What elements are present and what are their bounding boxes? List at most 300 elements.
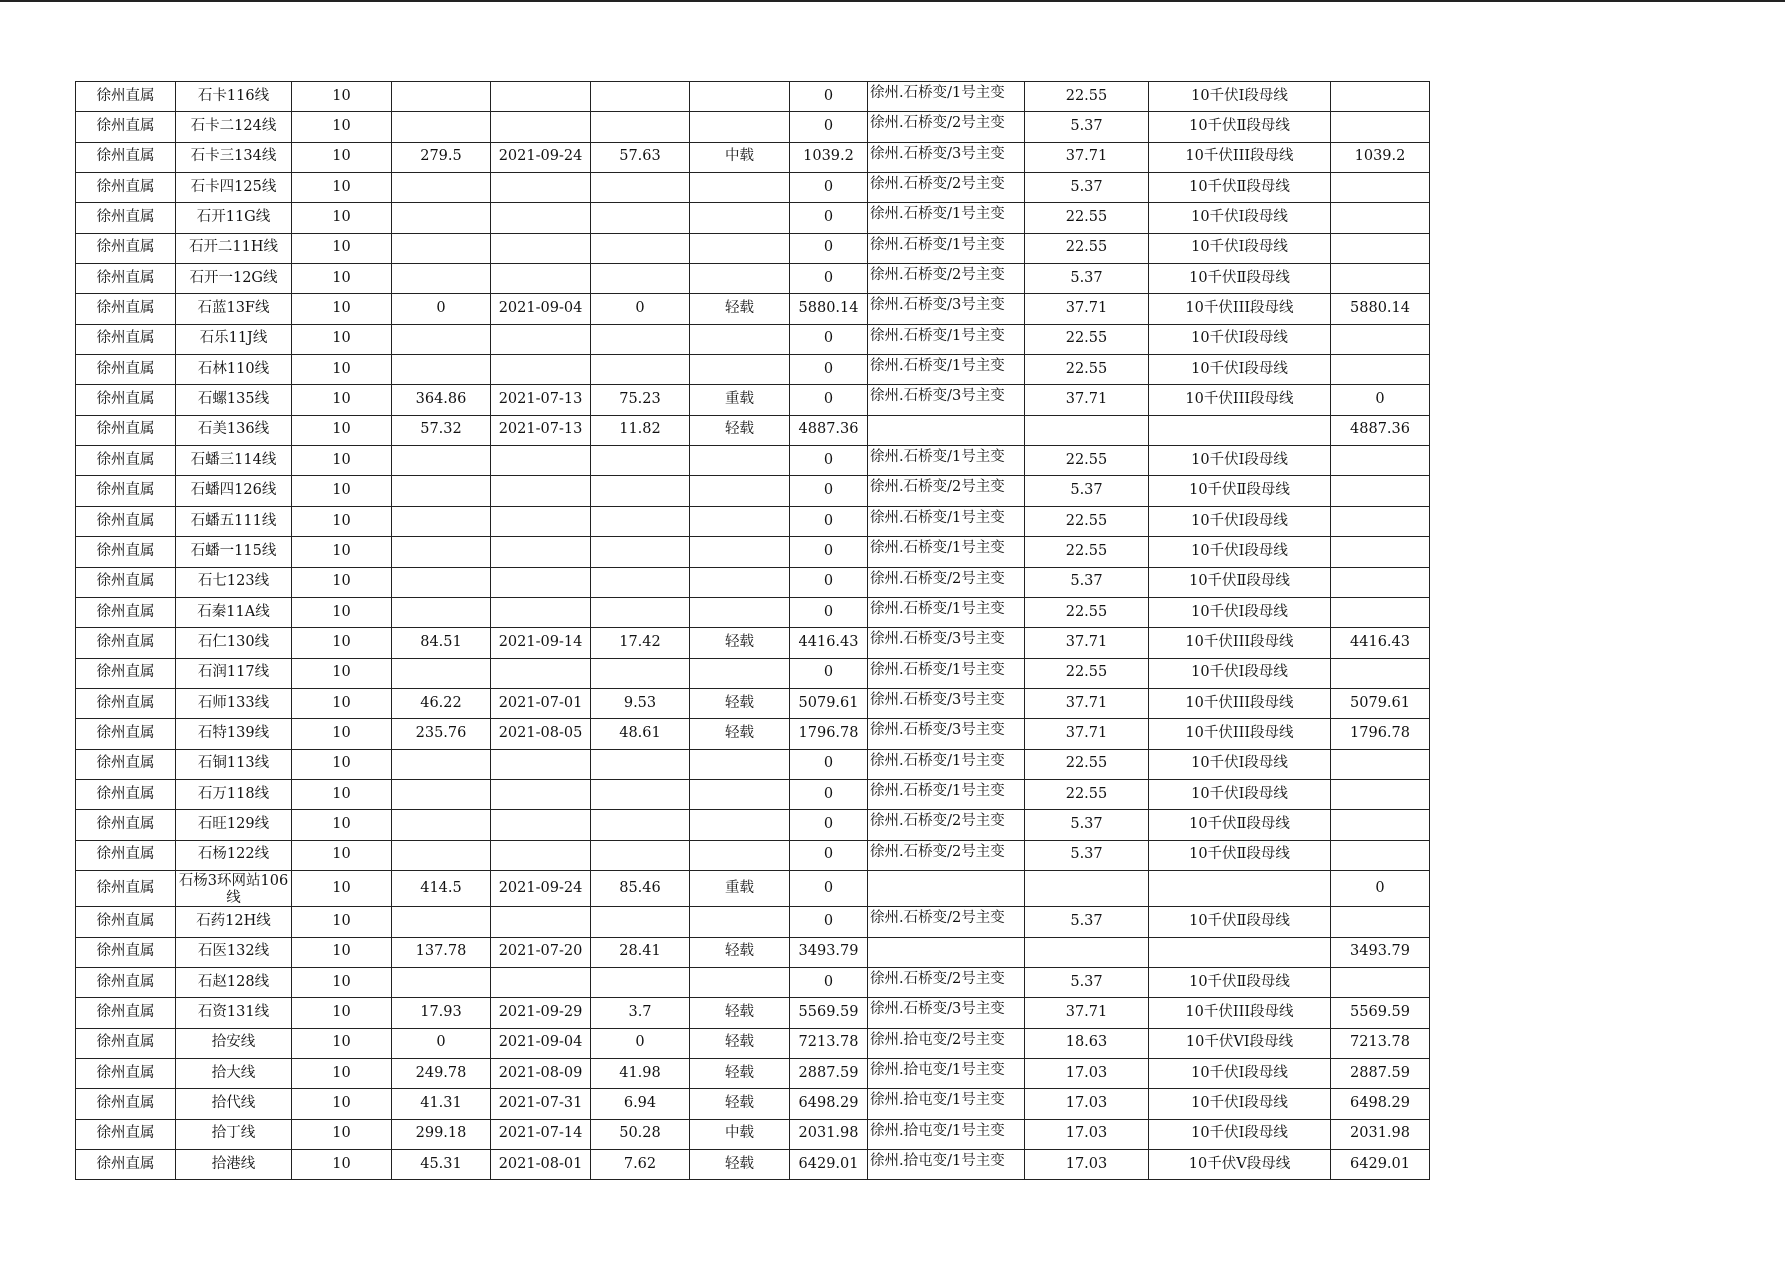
date-cell: 2021-09-04 (491, 1028, 591, 1058)
region-cell: 徐州直属 (76, 142, 176, 172)
value-cell: 0 (790, 840, 868, 870)
line-name-cell: 石师133线 (176, 688, 292, 718)
value-cell (392, 597, 491, 627)
rate-cell: 5.37 (1025, 173, 1149, 203)
table-row (76, 998, 1430, 1028)
table-row (76, 907, 1430, 937)
value-cell (1331, 967, 1430, 997)
table-row (76, 1089, 1430, 1119)
region-cell: 徐州直属 (76, 173, 176, 203)
load-status-cell (690, 506, 790, 536)
rate-cell: 75.23 (591, 385, 690, 415)
bus-cell: 10千伏Ⅰ段母线 (1149, 233, 1331, 263)
load-status-cell: 轻载 (690, 1089, 790, 1119)
substation-cell: 徐州.石桥变/2号主变 (868, 264, 1025, 294)
value-cell: 1796.78 (1331, 719, 1430, 749)
region-cell: 徐州直属 (76, 415, 176, 445)
feeder-load-table (75, 81, 1430, 1180)
substation-cell: 徐州.石桥变/3号主变 (868, 628, 1025, 658)
line-name-cell: 石医132线 (176, 937, 292, 967)
region-cell: 徐州直属 (76, 537, 176, 567)
rate-cell: 22.55 (1025, 324, 1149, 354)
voltage-cell: 10 (292, 446, 392, 476)
value-cell (1331, 779, 1430, 809)
voltage-cell: 10 (292, 233, 392, 263)
substation-cell: 徐州.石桥变/1号主变 (868, 779, 1025, 809)
rate-cell (591, 967, 690, 997)
rate-cell (591, 840, 690, 870)
value-cell: 4416.43 (1331, 628, 1430, 658)
line-name-cell: 石开二11H线 (176, 233, 292, 263)
value-cell: 2887.59 (790, 1059, 868, 1089)
value-cell (1331, 506, 1430, 536)
rate-cell (591, 537, 690, 567)
region-cell: 徐州直属 (76, 967, 176, 997)
substation-cell: 徐州.石桥变/2号主变 (868, 967, 1025, 997)
line-name-cell: 石蟠五111线 (176, 506, 292, 536)
bus-cell: 10千伏Ⅰ段母线 (1149, 749, 1331, 779)
value-cell (1331, 264, 1430, 294)
substation-cell: 徐州.石桥变/2号主变 (868, 907, 1025, 937)
value-cell: 6498.29 (790, 1089, 868, 1119)
voltage-cell: 10 (292, 203, 392, 233)
table-row (76, 355, 1430, 385)
bus-cell: 10千伏Ⅱ段母线 (1149, 476, 1331, 506)
value-cell (1331, 907, 1430, 937)
bus-cell: 10千伏Ⅰ段母线 (1149, 537, 1331, 567)
rate-cell: 41.98 (591, 1059, 690, 1089)
value-cell: 0 (790, 203, 868, 233)
value-cell: 249.78 (392, 1059, 491, 1089)
bus-cell: 10千伏Ⅰ段母线 (1149, 1119, 1331, 1149)
load-status-cell: 重载 (690, 870, 790, 906)
date-cell (491, 537, 591, 567)
table-row (76, 567, 1430, 597)
line-name-cell: 石卡116线 (176, 82, 292, 112)
line-name-cell: 石铜113线 (176, 749, 292, 779)
region-cell: 徐州直属 (76, 810, 176, 840)
date-cell (491, 840, 591, 870)
table-row (76, 415, 1430, 445)
substation-cell: 徐州.石桥变/1号主变 (868, 658, 1025, 688)
region-cell: 徐州直属 (76, 907, 176, 937)
rate-cell: 5.37 (1025, 476, 1149, 506)
rate-cell: 22.55 (1025, 779, 1149, 809)
line-name-cell: 拾安线 (176, 1028, 292, 1058)
table-row (76, 537, 1430, 567)
table-row (76, 112, 1430, 142)
bus-cell: 10千伏Ⅱ段母线 (1149, 112, 1331, 142)
rate-cell: 17.03 (1025, 1059, 1149, 1089)
date-cell: 2021-08-05 (491, 719, 591, 749)
value-cell: 17.93 (392, 998, 491, 1028)
load-status-cell (690, 658, 790, 688)
line-name-cell: 拾大线 (176, 1059, 292, 1089)
table-row (76, 749, 1430, 779)
load-status-cell: 重载 (690, 385, 790, 415)
load-status-cell (690, 446, 790, 476)
region-cell: 徐州直属 (76, 1028, 176, 1058)
rate-cell: 57.63 (591, 142, 690, 172)
value-cell: 279.5 (392, 142, 491, 172)
rate-cell: 11.82 (591, 415, 690, 445)
date-cell (491, 907, 591, 937)
value-cell (1331, 567, 1430, 597)
value-cell (392, 203, 491, 233)
voltage-cell: 10 (292, 779, 392, 809)
date-cell (491, 597, 591, 627)
voltage-cell: 10 (292, 82, 392, 112)
substation-cell: 徐州.石桥变/3号主变 (868, 719, 1025, 749)
date-cell: 2021-09-29 (491, 998, 591, 1028)
load-status-cell (690, 567, 790, 597)
value-cell: 41.31 (392, 1089, 491, 1119)
load-status-cell: 轻载 (690, 719, 790, 749)
rate-cell: 50.28 (591, 1119, 690, 1149)
substation-cell: 徐州.拾屯变/1号主变 (868, 1150, 1025, 1180)
voltage-cell: 10 (292, 385, 392, 415)
table-row (76, 779, 1430, 809)
value-cell: 137.78 (392, 937, 491, 967)
value-cell (1331, 173, 1430, 203)
region-cell: 徐州直属 (76, 1150, 176, 1180)
value-cell (1331, 112, 1430, 142)
value-cell (392, 840, 491, 870)
load-status-cell: 中载 (690, 142, 790, 172)
rate-cell: 22.55 (1025, 749, 1149, 779)
substation-cell: 徐州.拾屯变/1号主变 (868, 1119, 1025, 1149)
rate-cell: 17.03 (1025, 1119, 1149, 1149)
value-cell: 2031.98 (1331, 1119, 1430, 1149)
load-status-cell: 轻载 (690, 628, 790, 658)
table-row (76, 967, 1430, 997)
load-status-cell (690, 233, 790, 263)
value-cell (1331, 203, 1430, 233)
value-cell: 5569.59 (790, 998, 868, 1028)
date-cell: 2021-09-24 (491, 870, 591, 906)
rate-cell: 17.03 (1025, 1150, 1149, 1180)
table-row (76, 658, 1430, 688)
region-cell: 徐州直属 (76, 233, 176, 263)
rate-cell (591, 446, 690, 476)
line-name-cell: 石杨122线 (176, 840, 292, 870)
rate-cell: 37.71 (1025, 719, 1149, 749)
value-cell: 2887.59 (1331, 1059, 1430, 1089)
date-cell: 2021-09-04 (491, 294, 591, 324)
table-row (76, 203, 1430, 233)
value-cell (392, 324, 491, 354)
rate-cell: 22.55 (1025, 233, 1149, 263)
table-row (76, 476, 1430, 506)
value-cell: 0 (392, 294, 491, 324)
value-cell: 5079.61 (790, 688, 868, 718)
rate-cell: 17.03 (1025, 1089, 1149, 1119)
value-cell: 0 (790, 112, 868, 142)
substation-cell: 徐州.石桥变/1号主变 (868, 233, 1025, 263)
table-row (76, 937, 1430, 967)
value-cell: 5079.61 (1331, 688, 1430, 718)
voltage-cell: 10 (292, 688, 392, 718)
rate-cell (591, 567, 690, 597)
value-cell (392, 810, 491, 840)
load-status-cell (690, 324, 790, 354)
bus-cell: 10千伏III段母线 (1149, 294, 1331, 324)
value-cell (392, 355, 491, 385)
voltage-cell: 10 (292, 840, 392, 870)
rate-cell: 48.61 (591, 719, 690, 749)
voltage-cell: 10 (292, 415, 392, 445)
bus-cell: 10千伏III段母线 (1149, 385, 1331, 415)
region-cell: 徐州直属 (76, 628, 176, 658)
date-cell: 2021-07-13 (491, 415, 591, 445)
rate-cell: 22.55 (1025, 355, 1149, 385)
value-cell: 0 (790, 233, 868, 263)
rate-cell: 37.71 (1025, 385, 1149, 415)
value-cell: 364.86 (392, 385, 491, 415)
date-cell (491, 203, 591, 233)
region-cell: 徐州直属 (76, 82, 176, 112)
value-cell: 0 (790, 324, 868, 354)
load-status-cell: 轻载 (690, 294, 790, 324)
line-name-cell: 石卡四125线 (176, 173, 292, 203)
load-status-cell: 中载 (690, 1119, 790, 1149)
line-name-cell: 石仁130线 (176, 628, 292, 658)
value-cell: 0 (392, 1028, 491, 1058)
table-row (76, 628, 1430, 658)
table-row (76, 810, 1430, 840)
date-cell (491, 506, 591, 536)
voltage-cell: 10 (292, 749, 392, 779)
date-cell: 2021-07-01 (491, 688, 591, 718)
value-cell: 4416.43 (790, 628, 868, 658)
load-status-cell: 轻载 (690, 998, 790, 1028)
value-cell (392, 476, 491, 506)
rate-cell (591, 658, 690, 688)
voltage-cell: 10 (292, 1089, 392, 1119)
load-status-cell (690, 264, 790, 294)
date-cell (491, 779, 591, 809)
table-row (76, 294, 1430, 324)
rate-cell: 0 (591, 1028, 690, 1058)
value-cell: 235.76 (392, 719, 491, 749)
value-cell: 0 (790, 567, 868, 597)
load-status-cell (690, 967, 790, 997)
date-cell (491, 112, 591, 142)
substation-cell: 徐州.石桥变/1号主变 (868, 597, 1025, 627)
date-cell: 2021-08-01 (491, 1150, 591, 1180)
rate-cell (591, 779, 690, 809)
region-cell: 徐州直属 (76, 567, 176, 597)
bus-cell: 10千伏Ⅰ段母线 (1149, 355, 1331, 385)
value-cell: 7213.78 (1331, 1028, 1430, 1058)
voltage-cell: 10 (292, 628, 392, 658)
date-cell (491, 233, 591, 263)
voltage-cell: 10 (292, 1119, 392, 1149)
region-cell: 徐州直属 (76, 597, 176, 627)
rate-cell: 22.55 (1025, 597, 1149, 627)
value-cell (392, 446, 491, 476)
bus-cell: 10千伏III段母线 (1149, 628, 1331, 658)
voltage-cell: 10 (292, 907, 392, 937)
voltage-cell: 10 (292, 870, 392, 906)
value-cell (1331, 82, 1430, 112)
rate-cell (591, 233, 690, 263)
line-name-cell: 石卡三134线 (176, 142, 292, 172)
rate-cell: 9.53 (591, 688, 690, 718)
bus-cell (1149, 937, 1331, 967)
rate-cell: 7.62 (591, 1150, 690, 1180)
region-cell: 徐州直属 (76, 658, 176, 688)
line-name-cell: 石润117线 (176, 658, 292, 688)
voltage-cell: 10 (292, 294, 392, 324)
line-name-cell: 石特139线 (176, 719, 292, 749)
substation-cell: 徐州.石桥变/1号主变 (868, 82, 1025, 112)
rate-cell: 6.94 (591, 1089, 690, 1119)
substation-cell: 徐州.石桥变/2号主变 (868, 810, 1025, 840)
rate-cell: 85.46 (591, 870, 690, 906)
value-cell: 0 (790, 446, 868, 476)
table-row (76, 385, 1430, 415)
rate-cell: 37.71 (1025, 294, 1149, 324)
substation-cell: 徐州.石桥变/2号主变 (868, 840, 1025, 870)
substation-cell: 徐州.石桥变/1号主变 (868, 324, 1025, 354)
substation-cell: 徐州.石桥变/3号主变 (868, 688, 1025, 718)
substation-cell: 徐州.拾屯变/2号主变 (868, 1028, 1025, 1058)
table-row (76, 1119, 1430, 1149)
date-cell: 2021-07-14 (491, 1119, 591, 1149)
substation-cell: 徐州.石桥变/2号主变 (868, 476, 1025, 506)
date-cell (491, 446, 591, 476)
line-name-cell: 石卡二124线 (176, 112, 292, 142)
rate-cell: 5.37 (1025, 967, 1149, 997)
table-row (76, 324, 1430, 354)
region-cell: 徐州直属 (76, 1089, 176, 1119)
value-cell: 0 (790, 506, 868, 536)
value-cell (1331, 446, 1430, 476)
load-status-cell (690, 840, 790, 870)
rate-cell: 5.37 (1025, 810, 1149, 840)
table-row (76, 446, 1430, 476)
voltage-cell: 10 (292, 937, 392, 967)
date-cell: 2021-08-09 (491, 1059, 591, 1089)
bus-cell: 10千伏Ⅱ段母线 (1149, 567, 1331, 597)
rate-cell (591, 324, 690, 354)
bus-cell: 10千伏Ⅱ段母线 (1149, 173, 1331, 203)
voltage-cell: 10 (292, 967, 392, 997)
date-cell (491, 749, 591, 779)
value-cell (392, 967, 491, 997)
voltage-cell: 10 (292, 1059, 392, 1089)
value-cell: 1039.2 (790, 142, 868, 172)
voltage-cell: 10 (292, 173, 392, 203)
value-cell: 6429.01 (790, 1150, 868, 1180)
rate-cell: 22.55 (1025, 82, 1149, 112)
line-name-cell: 石赵128线 (176, 967, 292, 997)
region-cell: 徐州直属 (76, 385, 176, 415)
value-cell: 4887.36 (1331, 415, 1430, 445)
value-cell (1331, 597, 1430, 627)
value-cell: 1039.2 (1331, 142, 1430, 172)
load-status-cell (690, 537, 790, 567)
value-cell: 0 (790, 173, 868, 203)
substation-cell: 徐州.拾屯变/1号主变 (868, 1059, 1025, 1089)
bus-cell: 10千伏Ⅱ段母线 (1149, 967, 1331, 997)
value-cell: 0 (790, 264, 868, 294)
substation-cell (868, 937, 1025, 967)
rate-cell: 5.37 (1025, 907, 1149, 937)
rate-cell: 3.7 (591, 998, 690, 1028)
substation-cell: 徐州.石桥变/2号主变 (868, 567, 1025, 597)
rate-cell: 37.71 (1025, 688, 1149, 718)
voltage-cell: 10 (292, 597, 392, 627)
rate-cell: 22.55 (1025, 537, 1149, 567)
value-cell: 0 (790, 779, 868, 809)
value-cell (392, 749, 491, 779)
line-name-cell: 石乐11J线 (176, 324, 292, 354)
date-cell (491, 967, 591, 997)
bus-cell: 10千伏Ⅰ段母线 (1149, 1089, 1331, 1119)
line-name-cell: 石蟠三114线 (176, 446, 292, 476)
rate-cell: 37.71 (1025, 142, 1149, 172)
bus-cell: 10千伏Ⅰ段母线 (1149, 446, 1331, 476)
rate-cell: 22.55 (1025, 446, 1149, 476)
rate-cell: 0 (591, 294, 690, 324)
value-cell (1331, 658, 1430, 688)
region-cell: 徐州直属 (76, 1119, 176, 1149)
rate-cell (591, 355, 690, 385)
value-cell (1331, 840, 1430, 870)
bus-cell (1149, 870, 1331, 906)
value-cell: 0 (790, 355, 868, 385)
date-cell: 2021-09-14 (491, 628, 591, 658)
bus-cell: 10千伏Ⅰ段母线 (1149, 506, 1331, 536)
table-row (76, 870, 1430, 906)
voltage-cell: 10 (292, 506, 392, 536)
region-cell: 徐州直属 (76, 998, 176, 1028)
voltage-cell: 10 (292, 112, 392, 142)
region-cell: 徐州直属 (76, 1059, 176, 1089)
region-cell: 徐州直属 (76, 779, 176, 809)
line-name-cell: 石秦11A线 (176, 597, 292, 627)
rate-cell: 5.37 (1025, 264, 1149, 294)
value-cell (1331, 476, 1430, 506)
substation-cell: 徐州.石桥变/1号主变 (868, 203, 1025, 233)
rate-cell (591, 173, 690, 203)
voltage-cell: 10 (292, 264, 392, 294)
rate-cell (591, 203, 690, 233)
line-name-cell: 石旺129线 (176, 810, 292, 840)
rate-cell (591, 82, 690, 112)
region-cell: 徐州直属 (76, 476, 176, 506)
bus-cell: 10千伏Ⅰ段母线 (1149, 1059, 1331, 1089)
date-cell (491, 476, 591, 506)
load-status-cell (690, 907, 790, 937)
value-cell: 0 (790, 749, 868, 779)
load-status-cell (690, 810, 790, 840)
value-cell (1331, 233, 1430, 263)
table-row (76, 1028, 1430, 1058)
value-cell: 3493.79 (1331, 937, 1430, 967)
value-cell: 0 (790, 385, 868, 415)
bus-cell: 10千伏Ⅴ段母线 (1149, 1150, 1331, 1180)
line-name-cell: 拾丁线 (176, 1119, 292, 1149)
substation-cell: 徐州.石桥变/3号主变 (868, 998, 1025, 1028)
line-name-cell: 石螺135线 (176, 385, 292, 415)
load-status-cell (690, 203, 790, 233)
voltage-cell: 10 (292, 998, 392, 1028)
line-name-cell: 石资131线 (176, 998, 292, 1028)
line-name-cell: 石蟠四126线 (176, 476, 292, 506)
